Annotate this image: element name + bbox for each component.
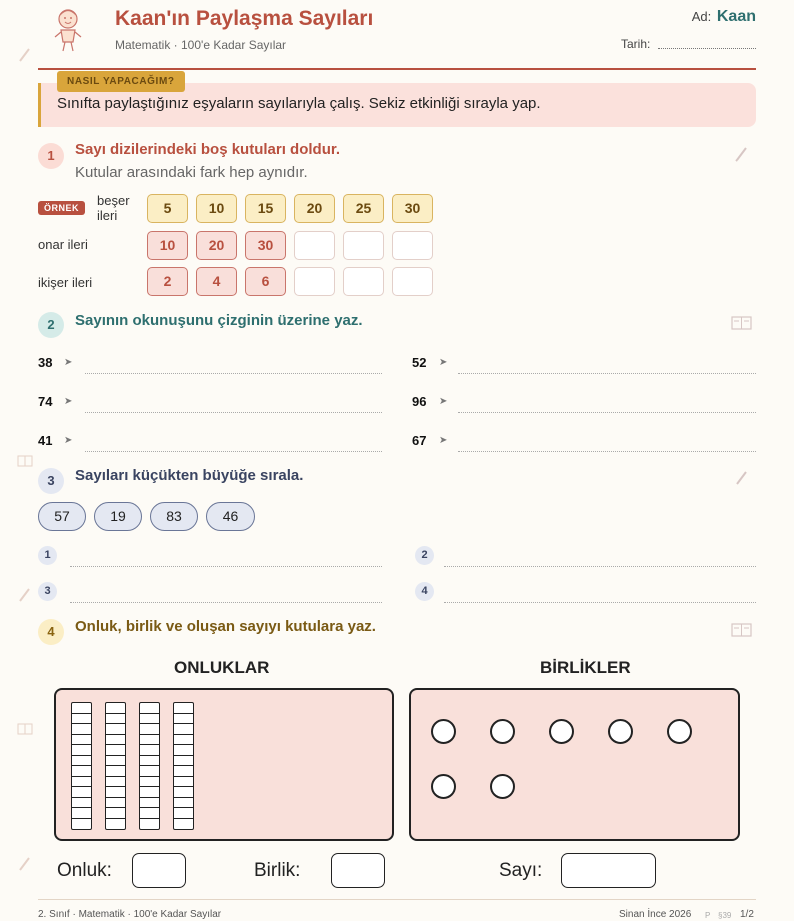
sequence-answer-box[interactable]	[343, 267, 384, 296]
pencil-icon	[733, 469, 751, 487]
ones-unit	[667, 719, 692, 744]
birlik-answer-box[interactable]	[331, 853, 385, 888]
section1-title: Sayı dizilerindeki boş kutuları doldur.	[75, 141, 341, 158]
ones-unit	[431, 774, 456, 799]
section1-hint: Kutular arasındaki fark hep aynıdır.	[75, 164, 308, 181]
onluk-answer-box[interactable]	[132, 853, 186, 888]
number-pill: 57	[38, 502, 86, 531]
ones-heading: BİRLİKLER	[540, 658, 631, 677]
sequence-cell: 2	[147, 267, 188, 296]
page-subtitle: Matematik · 100'e Kadar Sayılar	[115, 38, 287, 52]
order-slot-number: 3	[38, 582, 57, 601]
footer-code: §39	[718, 911, 732, 920]
tens-rod	[173, 702, 194, 830]
reading-number: 74	[38, 394, 53, 409]
answer-line[interactable]	[458, 412, 756, 413]
arrow-icon: ➤	[64, 357, 73, 368]
reading-number: 38	[38, 355, 53, 370]
row-label-onar: onar ileri	[38, 237, 88, 252]
footer-divider	[38, 899, 756, 900]
birlik-label: Birlik:	[254, 860, 301, 881]
order-answer-line[interactable]	[70, 602, 382, 603]
order-answer-line[interactable]	[70, 566, 382, 567]
arrow-icon: ➤	[64, 435, 73, 446]
ones-unit	[608, 719, 633, 744]
header-divider	[38, 68, 756, 70]
arrow-icon: ➤	[439, 396, 448, 407]
sequence-cell: 10	[147, 231, 188, 260]
answer-line[interactable]	[85, 412, 382, 413]
book-icon	[16, 720, 34, 738]
footer-code: P	[705, 911, 711, 920]
answer-line[interactable]	[85, 451, 382, 452]
ones-unit	[490, 719, 515, 744]
pencil-icon	[16, 586, 34, 604]
sequence-cell: 20	[196, 231, 237, 260]
tens-rod	[71, 702, 92, 830]
reading-number: 41	[38, 433, 53, 448]
book-icon	[731, 314, 752, 332]
order-slot-number: 4	[415, 582, 434, 601]
section4-number: 4	[38, 619, 64, 645]
reading-number: 52	[412, 355, 427, 370]
section2-number: 2	[38, 312, 64, 338]
footer-page: 1/2	[740, 909, 754, 920]
page-title: Kaan'ın Paylaşma Sayıları	[115, 7, 374, 30]
sequence-answer-box[interactable]	[343, 231, 384, 260]
book-icon	[731, 621, 752, 639]
ones-unit	[490, 774, 515, 799]
number-pill: 83	[150, 502, 198, 531]
sequence-cell: 10	[196, 194, 237, 223]
name-value: Kaan	[716, 8, 756, 25]
row-label-beser: beşer ileri	[97, 193, 130, 223]
arrow-icon: ➤	[439, 357, 448, 368]
order-slot-number: 1	[38, 546, 57, 565]
number-pill: 46	[206, 502, 255, 531]
tens-rod	[105, 702, 126, 830]
sequence-cell: 5	[147, 194, 188, 223]
tens-heading: ONLUKLAR	[174, 658, 270, 677]
sequence-answer-box[interactable]	[392, 267, 433, 296]
order-answer-line[interactable]	[444, 602, 756, 603]
sequence-answer-box[interactable]	[294, 267, 335, 296]
name-label: Ad:	[691, 9, 712, 24]
answer-line[interactable]	[458, 451, 756, 452]
date-line	[658, 48, 756, 49]
child-drawing-icon	[50, 6, 86, 52]
section3-title: Sayıları küçükten büyüğe sırala.	[75, 467, 304, 484]
tens-rod	[139, 702, 160, 830]
section2-title: Sayının okunuşunu çizginin üzerine yaz.	[75, 312, 363, 329]
sequence-cell: 20	[294, 194, 335, 223]
example-tag: ÖRNEK	[38, 201, 85, 215]
section3-number: 3	[38, 468, 64, 494]
arrow-icon: ➤	[64, 396, 73, 407]
sequence-cell: 6	[245, 267, 286, 296]
ones-unit	[549, 719, 574, 744]
instructions-text: Sınıfta paylaştığınız eşyaların sayılarıyla çalış. Sekiz etkinliği sırayla yap.	[57, 95, 541, 112]
row-label-ikiser: ikişer ileri	[38, 275, 93, 290]
name-field	[692, 8, 756, 26]
number-pill: 19	[94, 502, 142, 531]
arrow-icon: ➤	[439, 435, 448, 446]
pencil-icon	[16, 46, 34, 64]
footer-course: 2. Sınıf · Matematik · 100'e Kadar Sayılar	[38, 909, 222, 920]
section1-number: 1	[38, 143, 64, 169]
sequence-answer-box[interactable]	[392, 231, 433, 260]
sayi-answer-box[interactable]	[561, 853, 656, 888]
reading-number: 67	[412, 433, 427, 448]
sequence-cell: 30	[392, 194, 433, 223]
ones-panel	[409, 688, 740, 841]
answer-line[interactable]	[85, 373, 382, 374]
answer-line[interactable]	[458, 373, 756, 374]
ones-unit	[431, 719, 456, 744]
section4-title: Onluk, birlik ve oluşan sayıyı kutulara yaz.	[75, 618, 376, 635]
sequence-cell: 30	[245, 231, 286, 260]
order-answer-line[interactable]	[444, 566, 756, 567]
sayi-label: Sayı:	[499, 860, 543, 881]
pencil-icon	[733, 145, 751, 163]
sequence-answer-box[interactable]	[294, 231, 335, 260]
sequence-cell: 25	[343, 194, 384, 223]
sequence-cell: 4	[196, 267, 237, 296]
sequence-cell: 15	[245, 194, 286, 223]
pencil-icon	[16, 855, 34, 873]
order-slot-number: 2	[415, 546, 434, 565]
reading-number: 96	[412, 394, 427, 409]
onluk-label: Onluk:	[57, 860, 112, 881]
date-label: Tarih:	[621, 37, 651, 51]
book-icon	[16, 452, 34, 470]
footer-author: Sinan İnce 2026	[619, 909, 692, 920]
instructions-tag: NASIL YAPACAĞIM?	[57, 71, 185, 92]
